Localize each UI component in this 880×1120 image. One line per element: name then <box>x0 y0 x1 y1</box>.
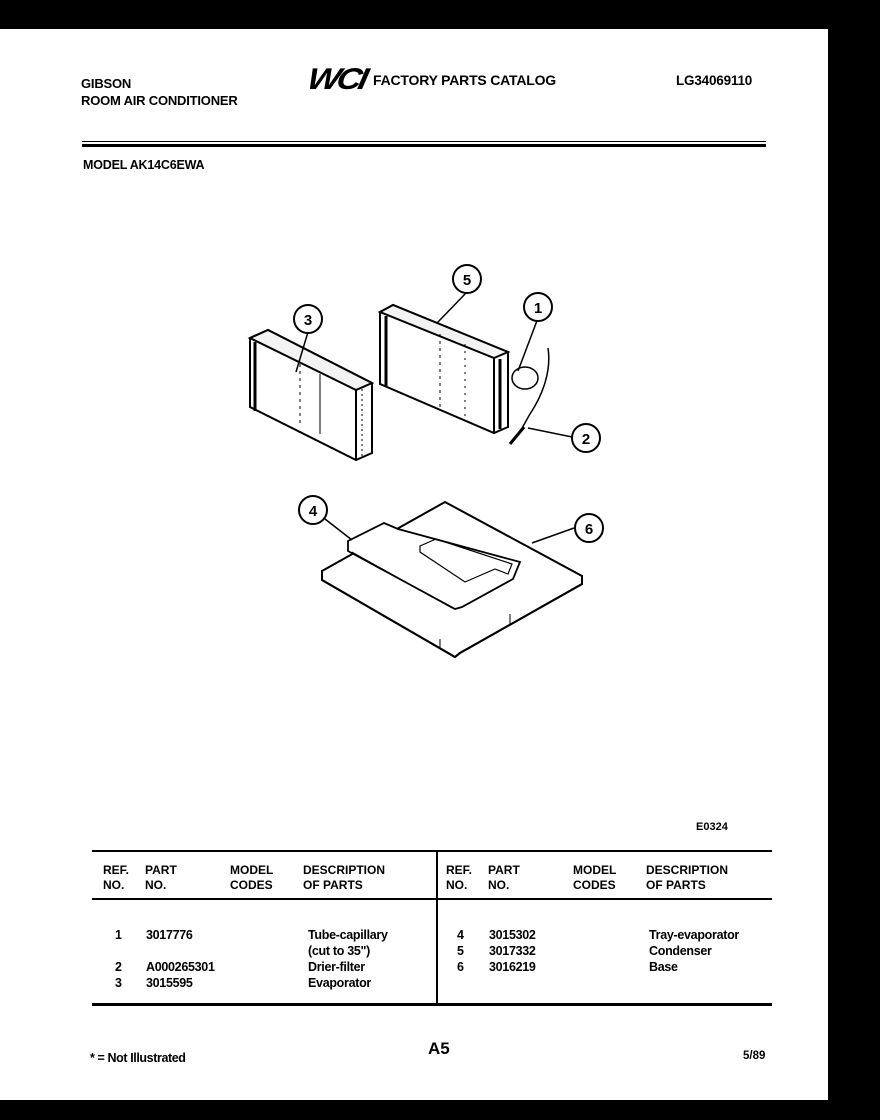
catalog-date: 5/89 <box>743 1050 766 1062</box>
catalog-number: LG34069110 <box>676 73 753 88</box>
col-header-part-right: PART NO. <box>488 863 520 892</box>
page-number: A5 <box>428 1039 450 1058</box>
ref-no: 4 <box>457 928 464 942</box>
table-divider <box>436 850 438 1004</box>
part-no: 3017776 <box>146 928 193 942</box>
col-header-ref: REF. NO. <box>103 863 130 892</box>
col-header-codes-right: MODEL CODES <box>573 863 617 892</box>
ref-no: 3 <box>115 976 122 990</box>
callout-2 <box>572 424 600 452</box>
ref-no: 2 <box>115 960 122 974</box>
svg-text:3: 3 <box>303 312 313 329</box>
table-bottom-rule <box>92 1003 772 1006</box>
ref-no: 1 <box>115 928 122 942</box>
part-description: Tube-capillary <box>308 928 388 942</box>
svg-text:6: 6 <box>584 521 594 538</box>
not-illustrated-note: * = Not Illustrated <box>90 1051 186 1065</box>
col-header-ref-right: REF. NO. <box>446 863 473 892</box>
part-description: Condenser <box>649 944 712 958</box>
callout-6 <box>575 514 603 542</box>
part-no: 3015302 <box>489 928 536 942</box>
figure-code: E0324 <box>696 821 728 833</box>
part-no: A000265301 <box>146 960 215 974</box>
part-no: 3017332 <box>489 944 536 958</box>
condenser-drawing <box>380 305 508 433</box>
part-description: Drier-filter <box>308 960 365 974</box>
part-no: 3016219 <box>489 960 536 974</box>
catalog-title: FACTORY PARTS CATALOG <box>373 72 556 88</box>
callout-5 <box>453 265 481 293</box>
catalog-page <box>0 29 828 1100</box>
table-header-rule <box>92 898 772 900</box>
callout-3 <box>294 305 322 333</box>
ref-no: 5 <box>457 944 464 958</box>
svg-text:1: 1 <box>533 300 543 317</box>
evaporator-drawing <box>250 330 372 460</box>
brand-name: GIBSON <box>81 76 132 91</box>
callout-1 <box>524 293 552 321</box>
exploded-parts-diagram <box>0 29 828 849</box>
col-header-desc-right: DESCRIPTION OF PARTS <box>646 863 729 892</box>
part-description-note: (cut to 35") <box>308 944 371 958</box>
svg-text:4: 4 <box>308 503 318 520</box>
part-no: 3015595 <box>146 976 193 990</box>
part-description: Evaporator <box>308 976 371 990</box>
ref-no: 6 <box>457 960 464 974</box>
product-name: ROOM AIR CONDITIONER <box>81 93 238 108</box>
wci-logo: WCI <box>304 63 369 96</box>
capillary-tube-drawing <box>510 348 549 444</box>
col-header-desc: DESCRIPTION OF PARTS <box>303 863 386 892</box>
part-description: Tray-evaporator <box>649 928 739 942</box>
table-top-rule <box>92 850 772 852</box>
part-description: Base <box>649 960 678 974</box>
callout-4 <box>299 496 327 524</box>
col-header-codes: MODEL CODES <box>230 863 274 892</box>
col-header-part: PART NO. <box>145 863 177 892</box>
svg-text:2: 2 <box>581 431 591 448</box>
model-label: MODEL AK14C6EWA <box>83 158 205 172</box>
svg-text:5: 5 <box>462 272 472 289</box>
